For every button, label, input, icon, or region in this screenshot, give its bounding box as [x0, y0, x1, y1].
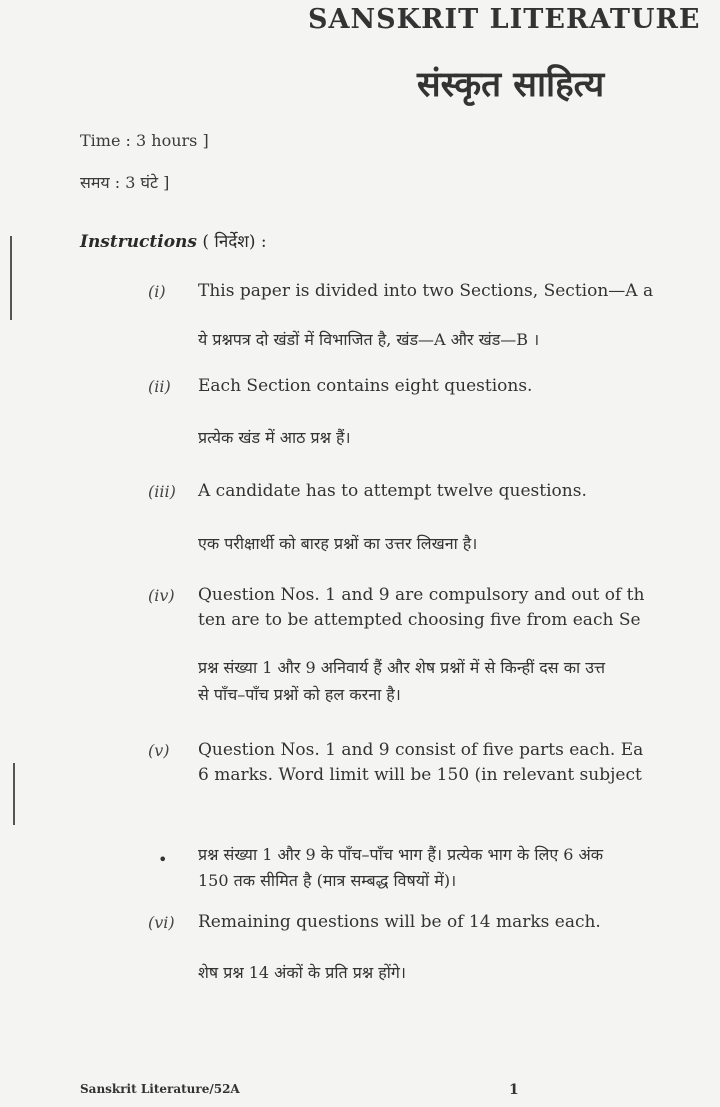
- time-hindi: समय : 3 घंटे ]: [80, 173, 170, 192]
- item-text-hi: प्रत्येक खंड में आठ प्रश्न हैं।: [198, 428, 351, 447]
- footer-subject-code: Sanskrit Literature/52A: [80, 1082, 240, 1096]
- instructions-label-hi: ( निर्देश) :: [196, 232, 267, 252]
- item-text-hi: प्रश्न संख्या 1 और 9 अनिवार्य हैं और शेष प्रश्नों में से किन्हीं दस का उत्त: [198, 658, 606, 677]
- item-number: (v): [148, 741, 170, 760]
- item-text-en: A candidate has to attempt twelve questions.: [198, 481, 587, 501]
- instructions-label-en: Instructions: [80, 232, 197, 252]
- time-english: Time : 3 hours ]: [80, 131, 209, 150]
- item-number: (iii): [148, 482, 176, 501]
- bullet-icon: •: [158, 850, 168, 869]
- item-number: (iv): [148, 586, 175, 605]
- item-text-hi: 150 तक सीमित है (मात्र सम्बद्ध विषयों में)।: [198, 871, 457, 890]
- item-text-en: This paper is divided into two Sections, Section—A a: [198, 281, 654, 301]
- item-text-en: Question Nos. 1 and 9 are compulsory and out of th: [198, 585, 645, 605]
- item-text-hi: एक परीक्षार्थी को बारह प्रश्नों का उत्तर लिखना है।: [198, 534, 478, 553]
- item-number: (vi): [148, 913, 175, 932]
- item-text-hi: से पाँच–पाँच प्रश्नों को हल करना है।: [198, 685, 401, 704]
- margin-line: [10, 236, 12, 320]
- title-english: SANSKRIT LITERATURE: [308, 4, 701, 35]
- title-hindi: संस्कृत साहित्य: [417, 64, 605, 105]
- item-text-en: Question Nos. 1 and 9 consist of five parts each. Ea: [198, 740, 644, 760]
- item-text-en: Remaining questions will be of 14 marks each.: [198, 912, 601, 932]
- item-text-en: ten are to be attempted choosing five from each Se: [198, 610, 641, 630]
- item-text-hi: ये प्रश्नपत्र दो खंडों में विभाजित है, खंड—A और खंड—B ।: [198, 330, 540, 349]
- margin-line: [13, 763, 15, 825]
- footer-page-number: 1: [509, 1082, 519, 1098]
- item-number: (i): [148, 282, 166, 301]
- item-number: (ii): [148, 377, 171, 396]
- item-text-hi: प्रश्न संख्या 1 और 9 के पाँच–पाँच भाग हैं। प्रत्येक भाग के लिए 6 अंक: [198, 845, 604, 864]
- item-text-hi: शेष प्रश्न 14 अंकों के प्रति प्रश्न होंगे।: [198, 963, 406, 982]
- instructions-heading: [80, 229, 267, 252]
- item-text-en: Each Section contains eight questions.: [198, 376, 533, 396]
- item-text-en: 6 marks. Word limit will be 150 (in relevant subject: [198, 765, 642, 785]
